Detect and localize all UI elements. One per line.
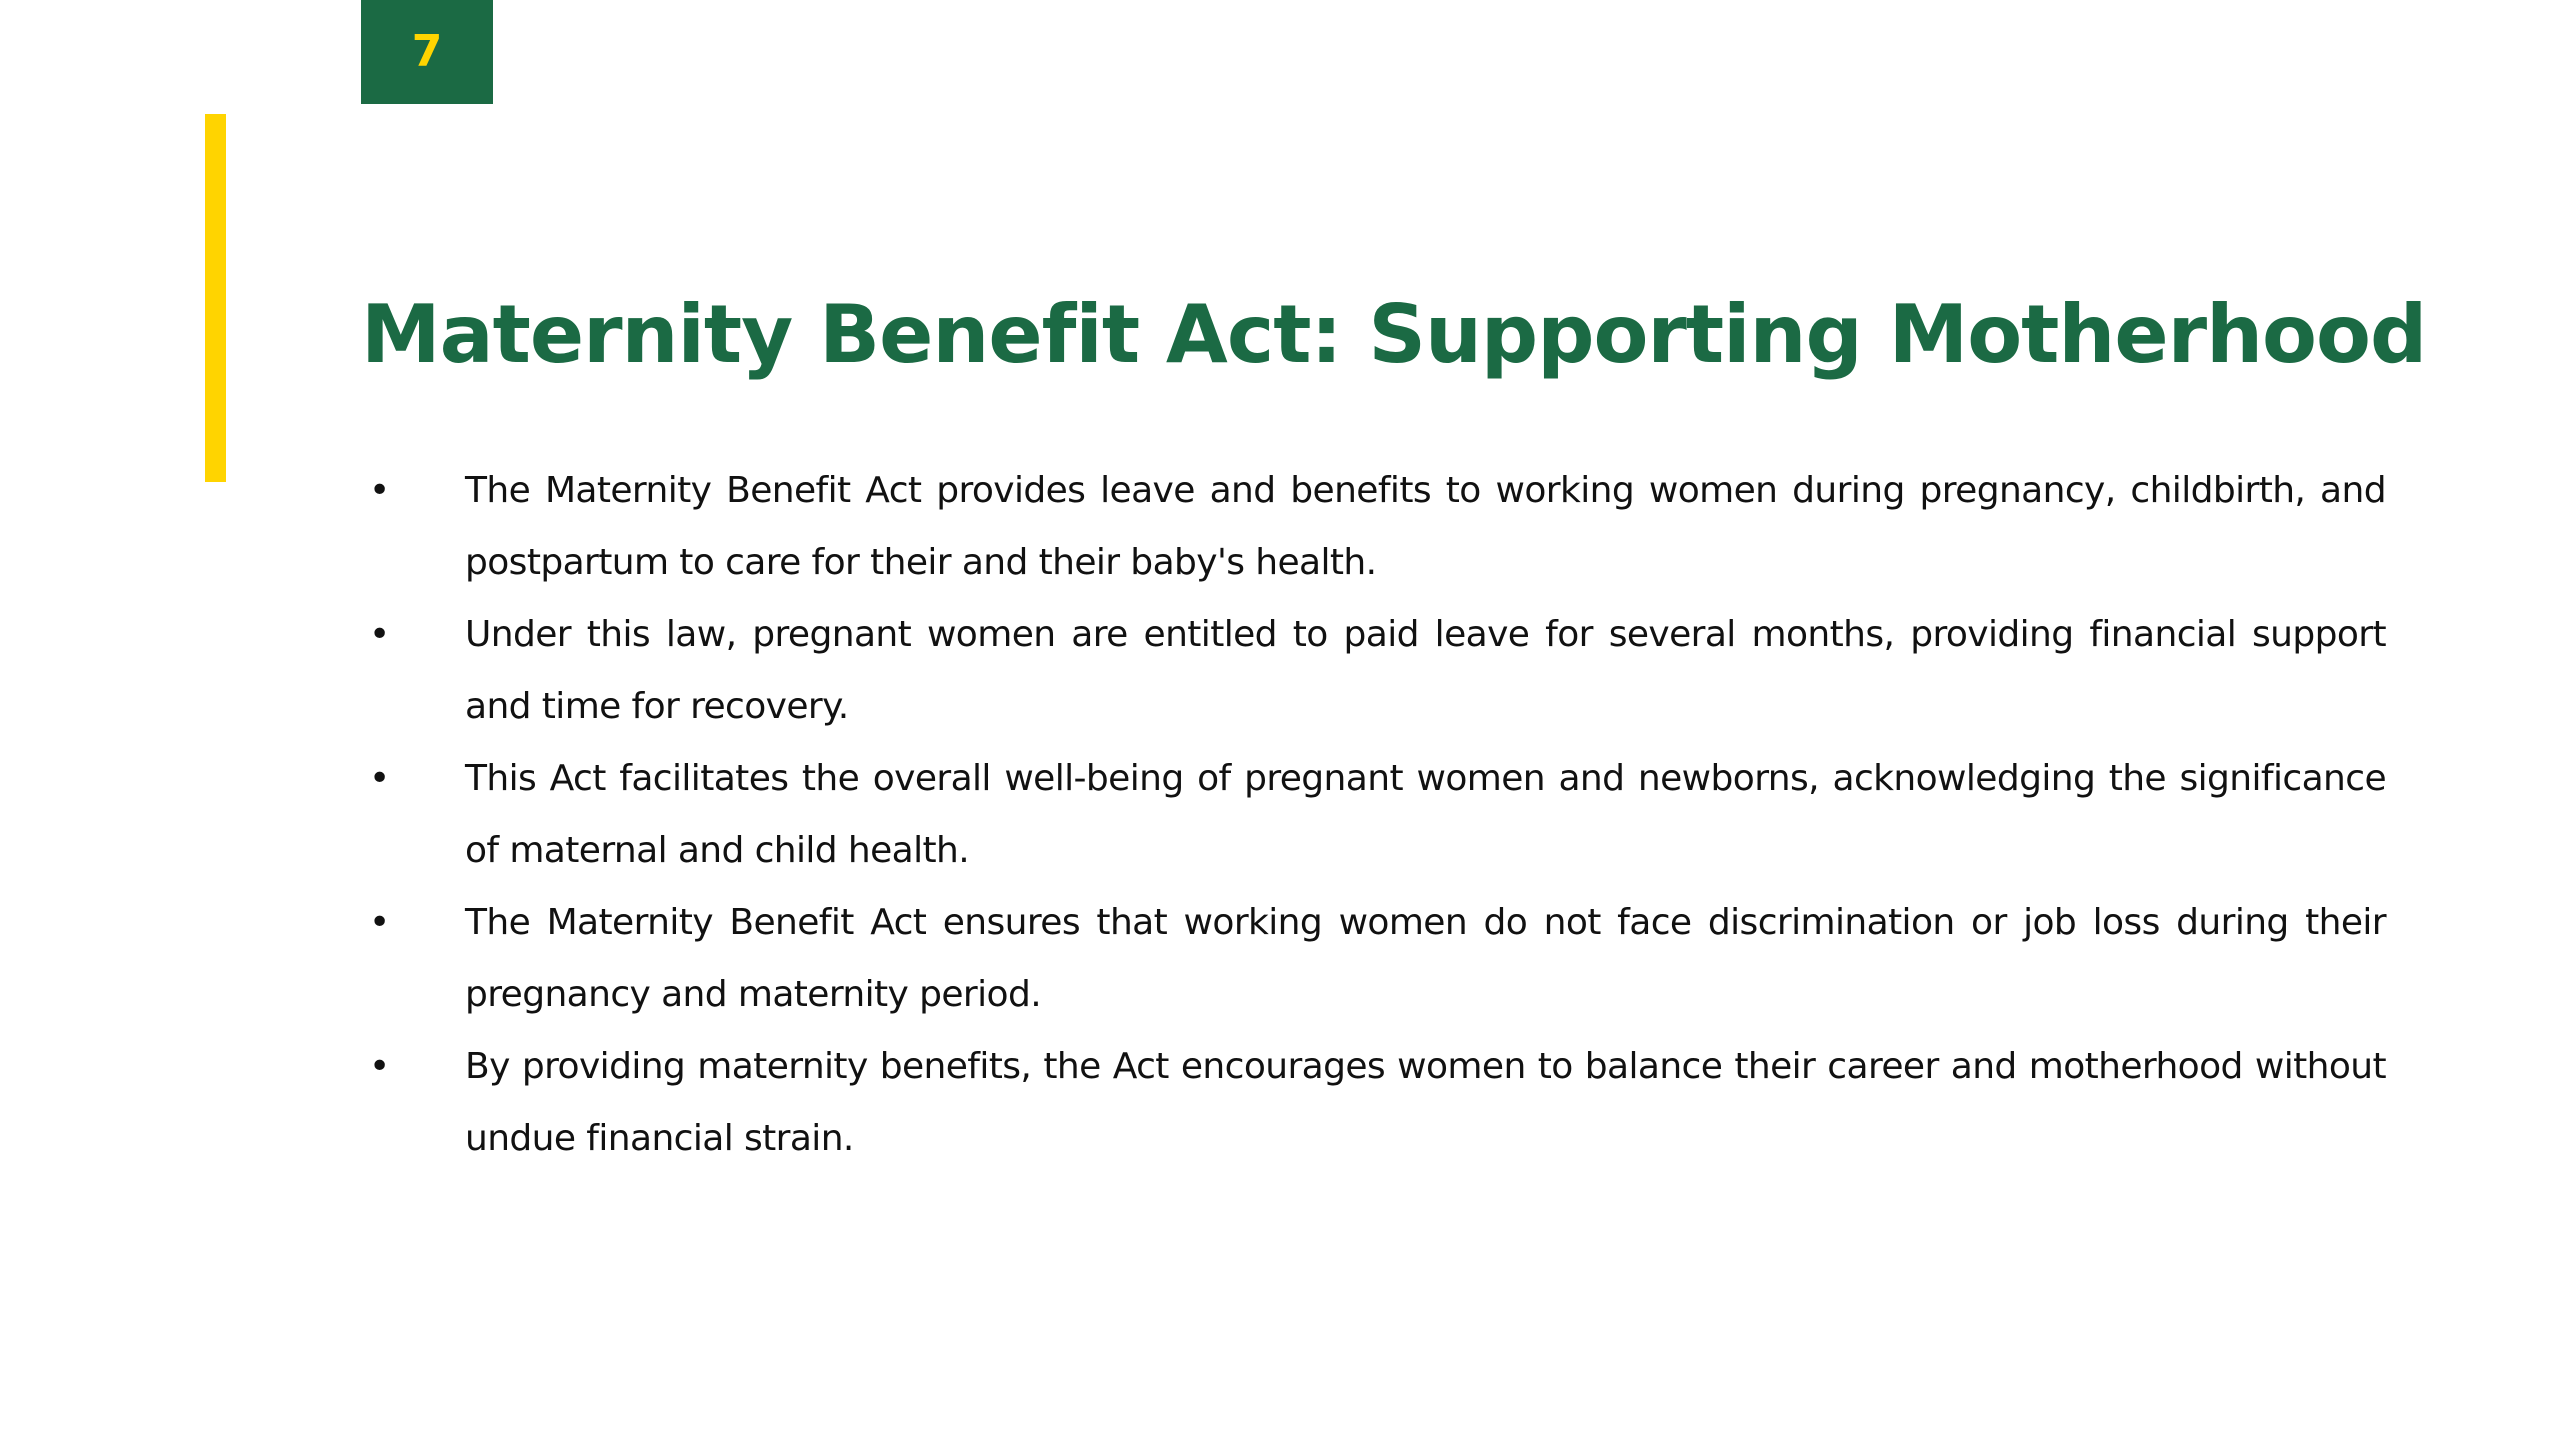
slide-number: 7 [411,26,443,77]
bullet-item [361,1031,2386,1175]
bullet-text: The Maternity Benefit Act provides leave and benefits to working women during pregnancy, childbirth, and postpartum to care for their and their baby's health. [465,470,2386,583]
bullet-list [361,455,2386,1175]
bullet-text: This Act facilitates the overall well-being of pregnant women and newborns, acknowledging the significance of maternal and child health. [465,758,2386,871]
bullet-icon: • [369,470,390,511]
bullet-text: By providing maternity benefits, the Act encourages women to balance their career and motherhood without undue financial strain. [465,1046,2386,1159]
slide-number-badge [361,0,493,104]
bullet-text: Under this law, pregnant women are entitled to paid leave for several months, providing financial support and time for recovery. [465,614,2386,727]
bullet-icon: • [369,1046,390,1087]
bullet-icon: • [369,758,390,799]
bullet-item [361,887,2386,1031]
bullet-item [361,599,2386,743]
bullet-text: The Maternity Benefit Act ensures that working women do not face discrimination or job loss during their pregnancy and maternity period. [465,902,2386,1015]
bullet-item [361,743,2386,887]
slide-title: Maternity Benefit Act: Supporting Motherhood [361,288,2427,381]
bullet-icon: • [369,614,390,655]
bullet-item [361,455,2386,599]
bullet-icon: • [369,902,390,943]
accent-bar [205,114,226,482]
